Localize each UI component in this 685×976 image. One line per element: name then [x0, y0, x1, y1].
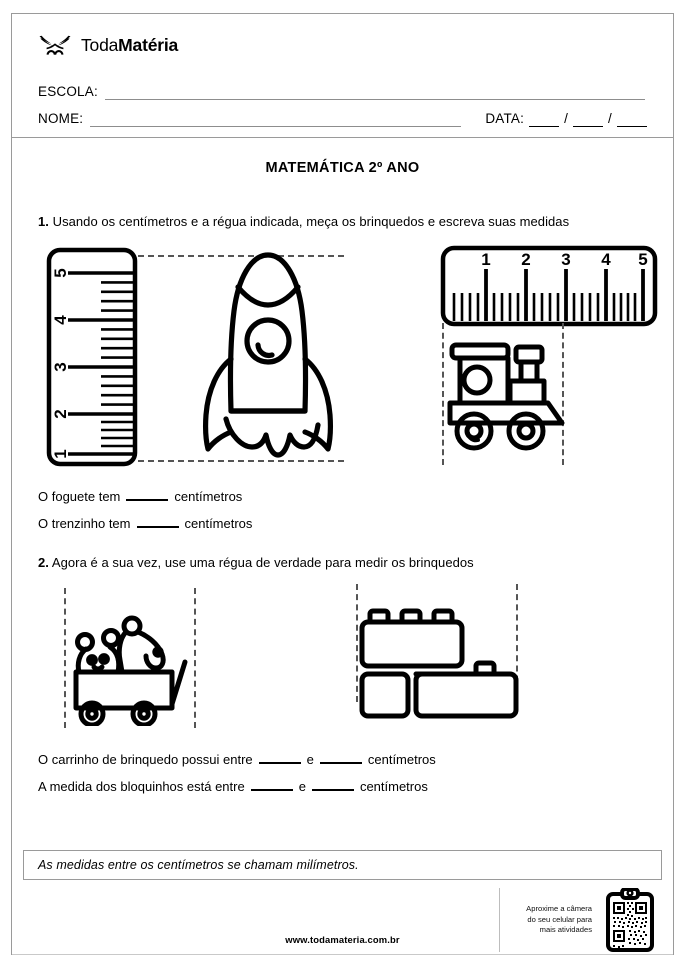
worksheet-header	[12, 14, 673, 138]
svg-text:2: 2	[51, 409, 70, 419]
building-blocks-toy-icon	[358, 606, 522, 722]
svg-text:3: 3	[51, 362, 70, 372]
question-2-text: Agora é a sua vez, use uma régua de verdade para medir os brinquedos	[51, 555, 474, 570]
question-1-answers	[38, 489, 647, 531]
answer-rocket-input[interactable]	[126, 491, 168, 501]
answer-wagon-input-min[interactable]	[259, 754, 301, 764]
page-title: MATEMÁTICA 2º ANO	[265, 160, 420, 176]
answer-blocks-prefix: A medida dos bloquinhos está entre	[38, 779, 245, 794]
question-2-figures	[38, 584, 647, 734]
school-field-row	[38, 73, 647, 100]
brand-name	[81, 35, 178, 56]
svg-text:2: 2	[521, 250, 531, 269]
answer-wagon-suffix: centímetros	[367, 752, 436, 767]
answer-line-rocket	[38, 489, 647, 504]
svg-text:1: 1	[481, 250, 491, 269]
svg-text:5: 5	[51, 268, 70, 278]
date-month-input[interactable]	[573, 114, 603, 127]
owl-logo-icon	[38, 35, 72, 55]
answer-line-wagon	[38, 752, 647, 767]
answer-line-train	[38, 516, 647, 531]
question-2-prompt	[38, 555, 647, 570]
rocket-toy-icon	[198, 249, 338, 465]
svg-text:4: 4	[601, 250, 611, 269]
answer-train-prefix: O trenzinho tem	[38, 516, 131, 531]
svg-text:5: 5	[638, 250, 648, 269]
date-year-input[interactable]	[617, 114, 647, 127]
name-label: NOME:	[38, 111, 84, 126]
question-1-number: 1.	[38, 214, 49, 229]
answer-blocks-input-min[interactable]	[251, 781, 293, 791]
website-url: www.todamateria.com.br	[285, 934, 400, 945]
question-1-prompt	[38, 214, 647, 229]
vertical-ruler-icon	[46, 247, 138, 467]
answer-rocket-suffix: centímetros	[174, 489, 243, 504]
school-label: ESCOLA:	[38, 84, 98, 99]
svg-text:4: 4	[51, 315, 70, 325]
brand-logo	[38, 30, 647, 60]
horizontal-ruler-icon	[440, 245, 658, 327]
footer-divider	[12, 954, 673, 955]
question-2-number: 2.	[38, 555, 49, 570]
qr-caption: Aproxime a câmera do seu celular para mais atividades	[526, 903, 592, 935]
brand-name-light: Toda	[81, 34, 119, 55]
answer-wagon-input-max[interactable]	[320, 754, 362, 764]
answer-blocks-input-max[interactable]	[312, 781, 354, 791]
date-day-input[interactable]	[529, 114, 559, 127]
train-toy-icon	[444, 339, 572, 455]
tip-note-text: As medidas entre os centímetros se chamam milímetros.	[38, 858, 359, 872]
date-field-group	[485, 111, 647, 127]
answer-wagon-middle: e	[306, 752, 314, 767]
worksheet-page	[11, 13, 674, 955]
teddy-wagon-toy-icon	[66, 604, 198, 726]
school-input-line[interactable]	[105, 87, 645, 100]
name-input-line[interactable]	[90, 114, 461, 127]
date-separator-1: /	[564, 111, 569, 126]
answer-train-input[interactable]	[137, 518, 179, 528]
answer-blocks-suffix: centímetros	[359, 779, 428, 794]
answer-wagon-prefix: O carrinho de brinquedo possui entre	[38, 752, 253, 767]
question-2-answers	[38, 752, 647, 794]
worksheet-footer	[12, 888, 673, 955]
question-1-figures	[38, 241, 647, 473]
name-date-field-row	[38, 100, 647, 127]
answer-train-suffix: centímetros	[184, 516, 253, 531]
date-label: DATA:	[485, 111, 525, 126]
question-1-text: Usando os centímetros e a régua indicada, meça os brinquedos e escreva suas medidas	[52, 214, 570, 229]
brand-name-bold: Matéria	[118, 34, 179, 55]
date-separator-2: /	[608, 111, 612, 126]
svg-text:1: 1	[51, 449, 70, 459]
svg-text:3: 3	[561, 250, 571, 269]
answer-line-blocks	[38, 779, 647, 794]
tip-note-box	[23, 850, 662, 880]
answer-rocket-prefix: O foguete tem	[38, 489, 121, 504]
answer-blocks-middle: e	[298, 779, 306, 794]
